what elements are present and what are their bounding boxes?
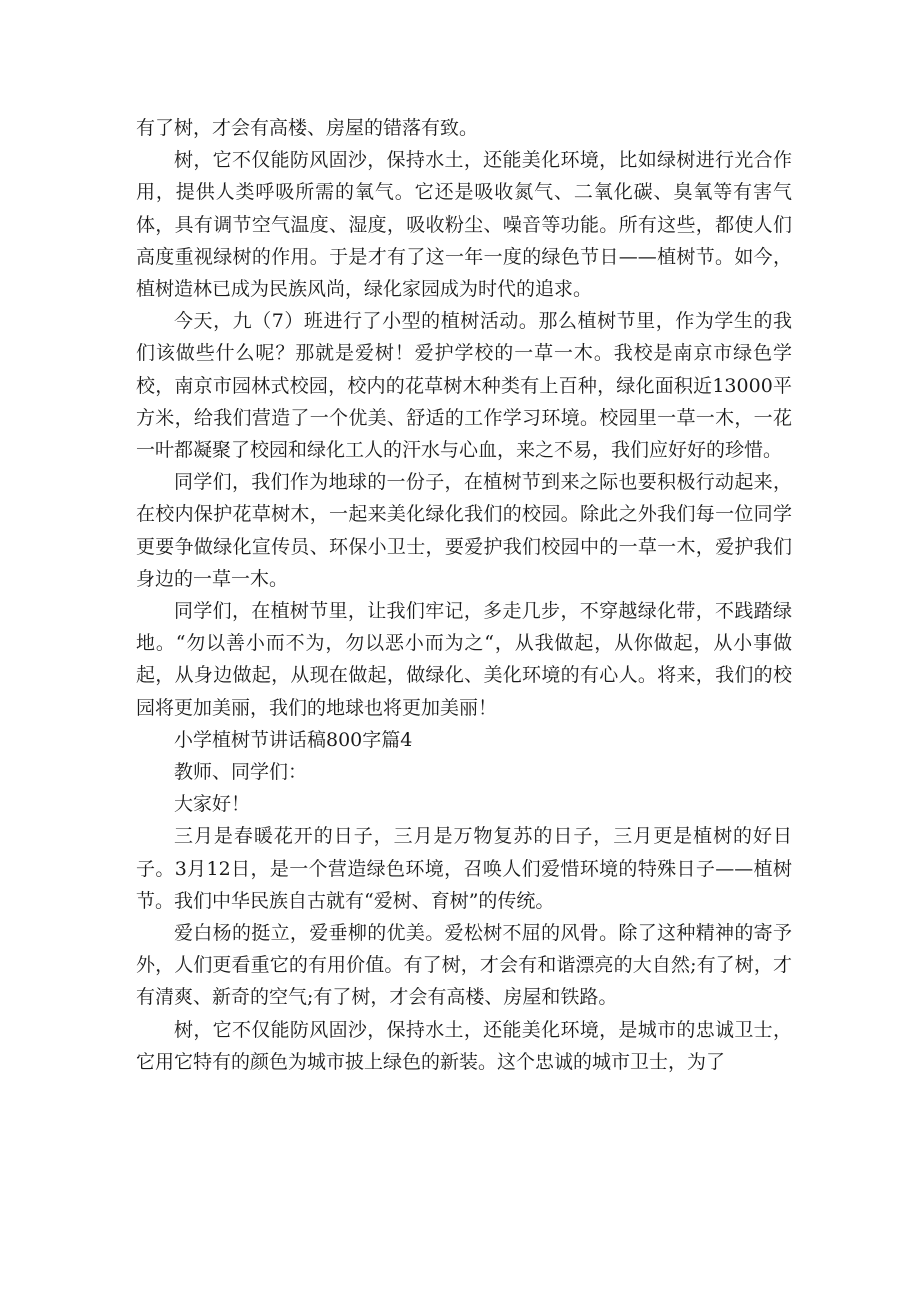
paragraph: 同学们，我们作为地球的一份子，在植树节到来之际也要积极行动起来，在校内保护花草树木，一起来美化绿化我们的校园。除此之外我们每一位同学更要争做绿化宣传员、环保小卫士，要爱护我们校园中的一草一木，爱护我们身边的一草一木。 (136, 471, 792, 590)
document-body (136, 112, 792, 1078)
paragraph: 树，它不仅能防风固沙，保持水土，还能美化环境，比如绿树进行光合作用，提供人类呼吸所需的氧气。它还是吸收氮气、二氧化碳、臭氧等有害气体，具有调节空气温度、湿度，吸收粉尘、噪音等功能。所有这些，都使人们高度重视绿树的作用。于是才有了这一年一度的绿色节日——植树节。如今，植树造林已成为民族风尚，绿化家园成为时代的追求。 (136, 149, 792, 301)
paragraph: 爱白杨的挺立，爱垂柳的优美。爱松树不屈的风骨。除了这种精神的寄予外，人们更看重它的有用价值。有了树，才会有和谐漂亮的大自然;有了树，才有清爽、新奇的空气;有了树，才会有高楼、房屋和铁路。 (136, 922, 792, 1009)
paragraph: 树，它不仅能防风固沙，保持水土，还能美化环境，是城市的忠诚卫士，它用它特有的颜色为城市披上绿色的新装。这个忠诚的城市卫士，为了 (136, 1018, 792, 1073)
paragraph: 同学们，在植树节里，让我们牢记，多走几步，不穿越绿化带，不践踏绿地。“勿以善小而不为，勿以恶小而为之“，从我做起，从你做起，从小事做起，从身边做起，从现在做起，做绿化、美化环境的有心人。将来，我们的校园将更加美丽，我们的地球也将更加美丽！ (136, 600, 792, 719)
paragraph: 有了树，才会有高楼、房屋的错落有致。 (136, 117, 479, 139)
section-heading: 小学植树节讲话稿800字篇4 (174, 728, 413, 751)
paragraph: 今天，九（7）班进行了小型的植树活动。那么植树节里，作为学生的我们该做些什么呢？那就是爱树！爱护学校的一草一木。我校是南京市绿色学校，南京市园林式校园，校内的花草树木种类有上百种，绿化面积近13000平方米，给我们营造了一个优美、舒适的工作学习环境。校园里一草一木，一花一叶都凝聚了校园和绿化工人的汗水与心血，来之不易，我们应好好的珍惜。 (136, 310, 792, 462)
salutation: 教师、同学们： (174, 761, 308, 784)
paragraph: 三月是春暖花开的日子，三月是万物复苏的日子，三月更是植树的好日子。3月12日，是一个营造绿色环境，召唤人们爱惜环境的特殊日子——植树节。我们中华民族自古就有“爱树、育树”的传统。 (136, 825, 792, 912)
greeting: 大家好！ (174, 793, 251, 816)
